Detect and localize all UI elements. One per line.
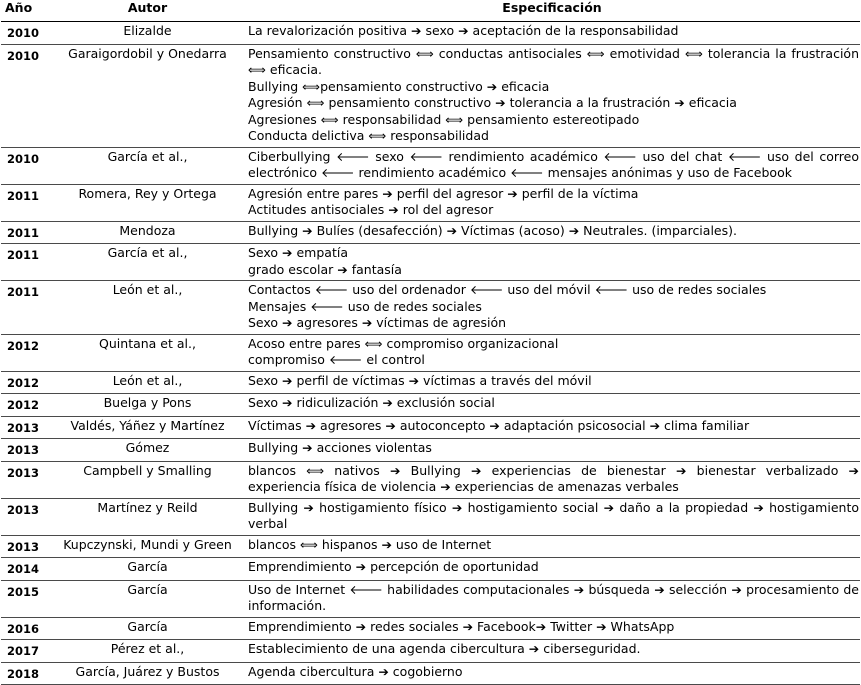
row-year: 2012 <box>1 371 51 394</box>
specification-line: blancos ⟺ hispanos ➔ uso de Internet <box>248 536 492 552</box>
row-year: 2016 <box>1 617 51 640</box>
table-row <box>1 371 860 394</box>
table-header <box>1 0 860 22</box>
specification-line: Establecimiento de una agenda cibercultura ➔ ciberseguridad. <box>248 641 641 656</box>
table-row <box>1 147 860 184</box>
specification-line: Sexo ➔ ridiculización ➔ exclusión social <box>248 395 495 410</box>
row-year: 2013 <box>1 498 51 535</box>
row-author: Quintana et al., <box>51 334 244 371</box>
row-author: García et al., <box>51 244 244 281</box>
row-specification <box>244 221 860 244</box>
row-specification <box>244 640 860 663</box>
specification-line: grado escolar ➔ fantasía <box>248 261 402 277</box>
table-row <box>1 617 860 640</box>
row-year: 2014 <box>1 558 51 581</box>
header-author: Autor <box>51 0 244 22</box>
table-row <box>1 281 860 335</box>
row-author: León et al., <box>51 281 244 335</box>
table-row <box>1 44 860 147</box>
specification-line: Agresión ⟺ pensamiento constructivo ➔ tolerancia a la frustración ➔ eficacia <box>248 95 737 110</box>
row-specification <box>244 394 860 417</box>
row-specification <box>244 147 860 184</box>
table-body <box>1 22 860 685</box>
row-specification <box>244 244 860 281</box>
specification-line: compromiso 🡐 el control <box>248 352 425 367</box>
specification-line: Bullying ⟺pensamiento constructivo ➔ eficacia <box>248 78 550 94</box>
row-author: Romera, Rey y Ortega <box>51 184 244 221</box>
specification-line: Emprendimiento ➔ redes sociales ➔ Facebook➔ Twitter ➔ WhatsApp <box>248 618 675 634</box>
table-row <box>1 439 860 462</box>
row-specification <box>244 22 860 45</box>
row-year: 2017 <box>1 640 51 663</box>
row-author: García <box>51 617 244 640</box>
table-row <box>1 640 860 663</box>
row-author: Campbell y Smalling <box>51 461 244 498</box>
row-specification <box>244 535 860 558</box>
row-author: García, Juárez y Bustos <box>51 662 244 685</box>
specification-line: Mensajes 🡐 uso de redes sociales <box>248 298 482 314</box>
row-specification <box>244 558 860 581</box>
row-author: Elizalde <box>51 22 244 45</box>
row-author: Buelga y Pons <box>51 394 244 417</box>
row-year: 2013 <box>1 416 51 439</box>
table-row <box>1 535 860 558</box>
specification-line: Agresiones ⟺ responsabilidad ⟺ pensamiento estereotipado <box>248 111 640 127</box>
row-specification <box>244 416 860 439</box>
row-author: García <box>51 558 244 581</box>
specification-line: Uso de Internet 🡐 habilidades computacionales ➔ búsqueda ➔ selección ➔ procesamiento de información. <box>248 581 859 613</box>
row-author: Kupczynski, Mundi y Green <box>51 535 244 558</box>
row-year: 2011 <box>1 244 51 281</box>
specification-line: Bullying ➔ acciones violentas <box>248 440 432 455</box>
table-row <box>1 244 860 281</box>
row-year: 2015 <box>1 580 51 617</box>
row-author: Pérez et al., <box>51 640 244 663</box>
specification-line: Pensamiento constructivo ⟺ conductas antisociales ⟺ emotividad ⟺ tolerancia la frustración ⟺ eficacia. <box>248 45 859 77</box>
row-author: García <box>51 580 244 617</box>
specification-line: Emprendimiento ➔ percepción de oportunidad <box>248 559 539 574</box>
table-row <box>1 394 860 417</box>
row-specification <box>244 617 860 640</box>
row-year: 2012 <box>1 394 51 417</box>
specification-line: Sexo ➔ empatía <box>248 245 348 260</box>
row-year: 2011 <box>1 184 51 221</box>
row-specification <box>244 461 860 498</box>
specification-line: Contactos 🡐 uso del ordenador 🡐 uso del móvil 🡐 uso de redes sociales <box>248 282 767 297</box>
row-year: 2011 <box>1 281 51 335</box>
table-row <box>1 22 860 45</box>
specification-line: Sexo ➔ agresores ➔ víctimas de agresión <box>248 315 507 330</box>
header-row <box>1 0 860 22</box>
specification-line: Bullying ➔ Bulíes (desafección) ➔ Víctimas (acoso) ➔ Neutrales. (imparciales). <box>248 222 737 238</box>
specification-line: Actitudes antisociales ➔ rol del agresor <box>248 202 494 217</box>
header-year: Año <box>1 0 51 22</box>
row-specification <box>244 498 860 535</box>
row-specification <box>244 580 860 617</box>
row-year: 2012 <box>1 334 51 371</box>
specification-line: Bullying ➔ hostigamiento físico ➔ hostigamiento social ➔ daño a la propiedad ➔ hostigamiento verbal <box>248 499 859 531</box>
table-row <box>1 221 860 244</box>
table-row <box>1 662 860 685</box>
specification-line: Ciberbullying 🡐 sexo 🡐 rendimiento académico 🡐 uso del chat 🡐 uso del correo electrónico 🡐 rendimiento académico 🡐 mensajes anónimas y uso de Facebook <box>248 148 859 180</box>
table-row <box>1 416 860 439</box>
specification-line: Conducta delictiva ⟺ responsabilidad <box>248 128 489 143</box>
row-specification <box>244 281 860 335</box>
specification-line: Acoso entre pares ⟺ compromiso organizacional <box>248 335 559 351</box>
row-author: León et al., <box>51 371 244 394</box>
specification-line: blancos ⟺ nativos ➔ Bullying ➔ experiencias de bienestar ➔ bienestar verbalizado ➔ experiencia física de violencia ➔ experiencias de amenazas verbales <box>248 462 859 494</box>
row-author: García et al., <box>51 147 244 184</box>
table-row <box>1 461 860 498</box>
row-author: Martínez y Reild <box>51 498 244 535</box>
row-specification <box>244 334 860 371</box>
table-row <box>1 334 860 371</box>
row-year: 2010 <box>1 44 51 147</box>
specification-line: Agresión entre pares ➔ perfil del agresor ➔ perfil de la víctima <box>248 185 639 201</box>
row-author: Mendoza <box>51 221 244 244</box>
row-year: 2013 <box>1 439 51 462</box>
row-year: 2018 <box>1 662 51 685</box>
row-year: 2013 <box>1 535 51 558</box>
row-year: 2010 <box>1 22 51 45</box>
specification-line: Agenda cibercultura ➔ cogobierno <box>248 663 463 679</box>
row-specification <box>244 439 860 462</box>
table-row <box>1 184 860 221</box>
row-author: Garaigordobil y Onedarra <box>51 44 244 147</box>
row-author: Valdés, Yáñez y Martínez <box>51 416 244 439</box>
table-row <box>1 580 860 617</box>
row-specification <box>244 44 860 147</box>
specification-line: La revalorización positiva ➔ sexo ➔ aceptación de la responsabilidad <box>248 23 679 38</box>
literature-table <box>1 0 860 685</box>
table-row <box>1 498 860 535</box>
row-specification <box>244 371 860 394</box>
header-specification: Especificación <box>244 0 860 22</box>
row-specification <box>244 184 860 221</box>
row-author: Gómez <box>51 439 244 462</box>
row-year: 2013 <box>1 461 51 498</box>
row-year: 2010 <box>1 147 51 184</box>
row-specification <box>244 662 860 685</box>
table-row <box>1 558 860 581</box>
specification-line: Sexo ➔ perfil de víctimas ➔ víctimas a través del móvil <box>248 372 592 388</box>
specification-line: Víctimas ➔ agresores ➔ autoconcepto ➔ adaptación psicosocial ➔ clima familiar <box>248 417 750 433</box>
row-year: 2011 <box>1 221 51 244</box>
